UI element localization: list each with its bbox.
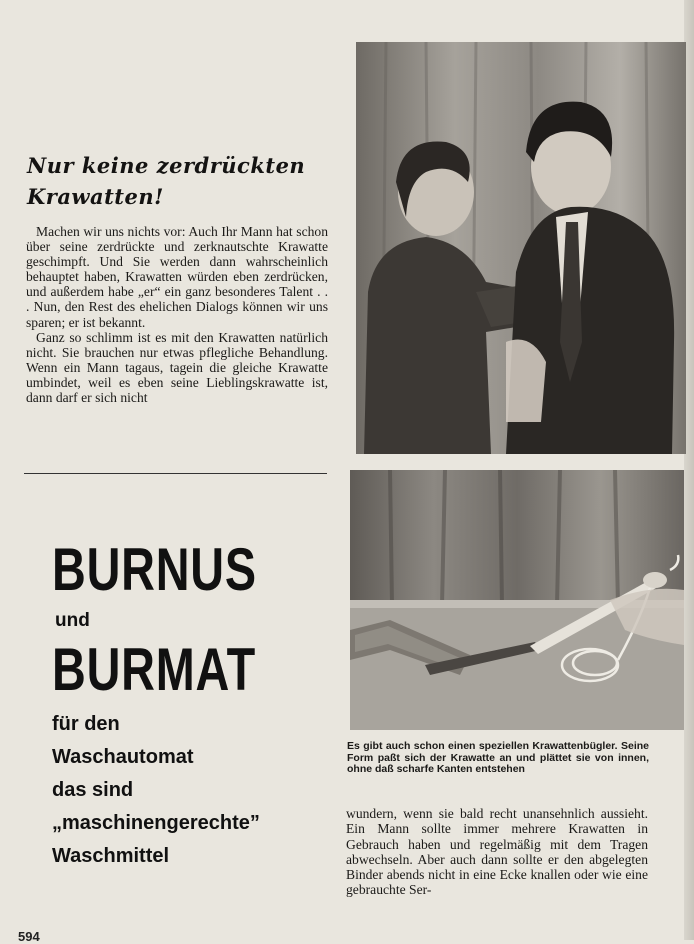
photo-couple-illustration <box>356 42 686 454</box>
advertisement <box>52 538 342 873</box>
ad-line-3: das sind <box>52 779 134 801</box>
page-number: 594 <box>18 929 40 944</box>
article-continuation: wundern, wenn sie bald recht unansehnlich aussieht. Ein Mann sollte immer mehrere Krawatten in Gebrauch haben und regelmäßig mit dem Tragen abwechseln. Aber auch dann sollte er den abgelegten Binder abends nicht in eine Ecke knallen oder wie eine gebrauchte Ser- <box>346 806 648 898</box>
photo-caption: Es gibt auch schon einen speziellen Krawattenbügler. Seine Form paßt sich der Krawatte an und plättet sie von innen, ohne daß scharfe Kanten entstehen <box>347 740 649 775</box>
ad-line-2: Waschautomat <box>52 746 194 768</box>
photo-couple-tie <box>356 42 686 454</box>
photo-tie-iron-illustration <box>350 470 684 730</box>
divider-rule <box>24 473 327 474</box>
ad-brand-burmat: BURMAT <box>52 636 256 703</box>
photo-tie-iron <box>350 470 684 730</box>
ad-line-4: „maschinengerechte” <box>52 812 260 834</box>
ad-line-1: für den <box>52 713 120 735</box>
paragraph-1: Machen wir uns nichts vor: Auch Ihr Mann hat schon über seine zerdrückte und zerknautschte Krawatte geschimpft. Und Sie werden dann wahrscheinlich behauptet haben, Krawatten würden eben zerdrücken, und außerdem habe „er“ ein ganz besonderes Talent . . . Nun, den Rest des ehelichen Dialogs können wir uns sparen; er ist bekannt. <box>26 224 328 330</box>
paragraph-2: Ganz so schlimm ist es mit den Krawatten natürlich nicht. Sie brauchen nur etwas pflegliche Behandlung. Wenn ein Mann tagaus, tagein die gleiche Krawatte umbindet, weil es eben seine Lieblingskrawatte ist, dann darf er sich nicht <box>26 329 328 406</box>
article-body <box>26 224 328 405</box>
ad-brand-burnus: BURNUS <box>52 536 257 603</box>
article-title-line2: Krawatten! <box>27 184 164 209</box>
ad-line-5: Waschmittel <box>52 845 170 867</box>
article-title <box>27 150 327 212</box>
ad-und: und <box>55 610 90 631</box>
article-title-line1: Nur keine zerdrückten <box>27 153 306 178</box>
